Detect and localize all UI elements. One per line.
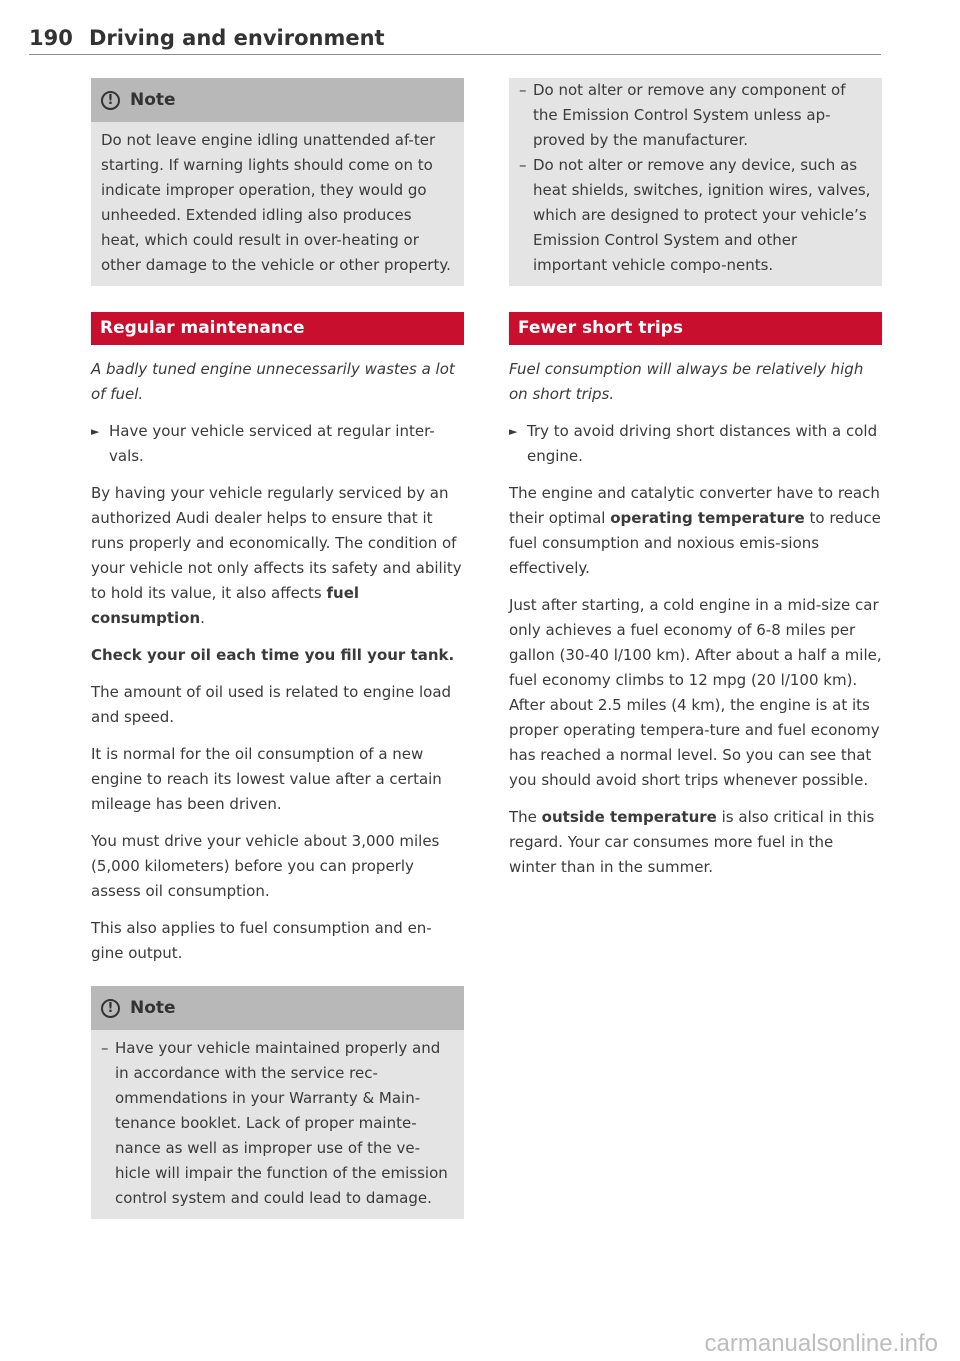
note-text: Do not leave engine idling unattended af-ter starting. If warning lights should come on to indicate improper operation, they would go unheeded. Extended idling also produces heat, which could result in over-heating or other damage to the vehicle or other property.	[101, 131, 451, 274]
paragraph: This also applies to fuel consumption and en-gine output.	[91, 919, 432, 962]
paragraph-text: The engine and catalytic converter have to reach their optimal	[509, 484, 880, 527]
note-box-maintenance	[91, 986, 464, 1219]
bold-term: outside temperature	[541, 808, 717, 826]
note-warning-icon: !	[101, 999, 120, 1018]
paragraph-text: .	[200, 609, 205, 627]
paragraph: The amount of oil used is related to engine load and speed.	[91, 683, 452, 726]
section-heading-regular-maintenance: Regular maintenance	[91, 312, 464, 345]
paragraph: You must drive your vehicle about 3,000 miles (5,000 kilometers) before you can properly assess oil consumption.	[91, 832, 440, 900]
paragraph	[509, 481, 882, 581]
bold-term: fuel consumption	[91, 584, 360, 627]
paragraph-text: The	[509, 808, 542, 826]
note-list	[91, 1030, 464, 1211]
paragraph: Just after starting, a cold engine in a mid-size car only achieves a fuel economy of 6-8 miles per gallon (30-40 l/100 km). After about a half a mile, fuel economy climbs to 12 mpg (20 l/100 km). After about 2.5 miles (4 km), the engine is at its proper operating tempera-ture and fuel economy has reached a normal level. So you can see that you should avoid short trips whenever possible.	[509, 596, 882, 789]
paragraph-text: to reduce fuel consumption and noxious emis-sions effectively.	[509, 509, 881, 577]
bullet-arrow-icon: ►	[509, 425, 518, 438]
section-intro: A badly tuned engine unnecessarily wastes a lot of fuel.	[91, 360, 455, 403]
bullet-text: Have your vehicle serviced at regular inter-vals.	[109, 422, 435, 465]
page-number: 190	[29, 26, 73, 50]
paragraph-text: By having your vehicle regularly serviced by an authorized Audi dealer helps to ensure that it runs properly and economically. The condition of your vehicle not only affects its safety and ability to hold its value, it also affects	[91, 484, 462, 602]
note-box-idling	[91, 78, 464, 286]
note-header	[91, 78, 464, 122]
action-bullet	[509, 419, 882, 469]
note-title: Note	[130, 998, 176, 1018]
note-warning-icon: !	[101, 91, 120, 110]
action-bullet	[91, 419, 464, 469]
chapter-title: Driving and environment	[89, 26, 385, 50]
right-column	[509, 78, 882, 880]
note-list-item: – Do not alter or remove any component of the Emission Control System unless ap-proved by the manufacturer.	[519, 78, 872, 153]
note-box-continued	[509, 78, 882, 286]
note-list-item: – Do not alter or remove any device, such as heat shields, switches, ignition wires, valves, which are designed to protect your vehicle’s Emission Control System and other important vehicle compo-nents.	[519, 153, 872, 278]
section-heading-fewer-short-trips: Fewer short trips	[509, 312, 882, 345]
paragraph	[509, 805, 882, 880]
note-header	[91, 986, 464, 1030]
left-column	[91, 78, 464, 1219]
watermark: carmanualsonline.info	[704, 1330, 938, 1357]
bold-instruction: Check your oil each time you fill your tank.	[91, 646, 455, 664]
section-intro: Fuel consumption will always be relatively high on short trips.	[509, 360, 864, 403]
page-header	[29, 22, 881, 56]
bullet-arrow-icon: ►	[91, 425, 100, 438]
note-list-item: – Have your vehicle maintained properly and in accordance with the service rec-ommendations in your Warranty & Main-tenance booklet. Lack of proper mainte-nance as well as improper use of the ve-hicle will impair the function of the emission control system and could lead to damage.	[101, 1036, 454, 1211]
header-divider	[29, 54, 881, 55]
bold-term: operating temperature	[610, 509, 805, 527]
paragraph	[91, 481, 464, 631]
note-list	[509, 78, 882, 278]
paragraph: It is normal for the oil consumption of a new engine to reach its lowest value after a certain mileage has been driven.	[91, 745, 442, 813]
paragraph-text: is also critical in this regard. Your car consumes more fuel in the winter than in the summer.	[509, 808, 875, 876]
bullet-text: Try to avoid driving short distances with a cold engine.	[527, 422, 878, 465]
note-title: Note	[130, 90, 176, 110]
